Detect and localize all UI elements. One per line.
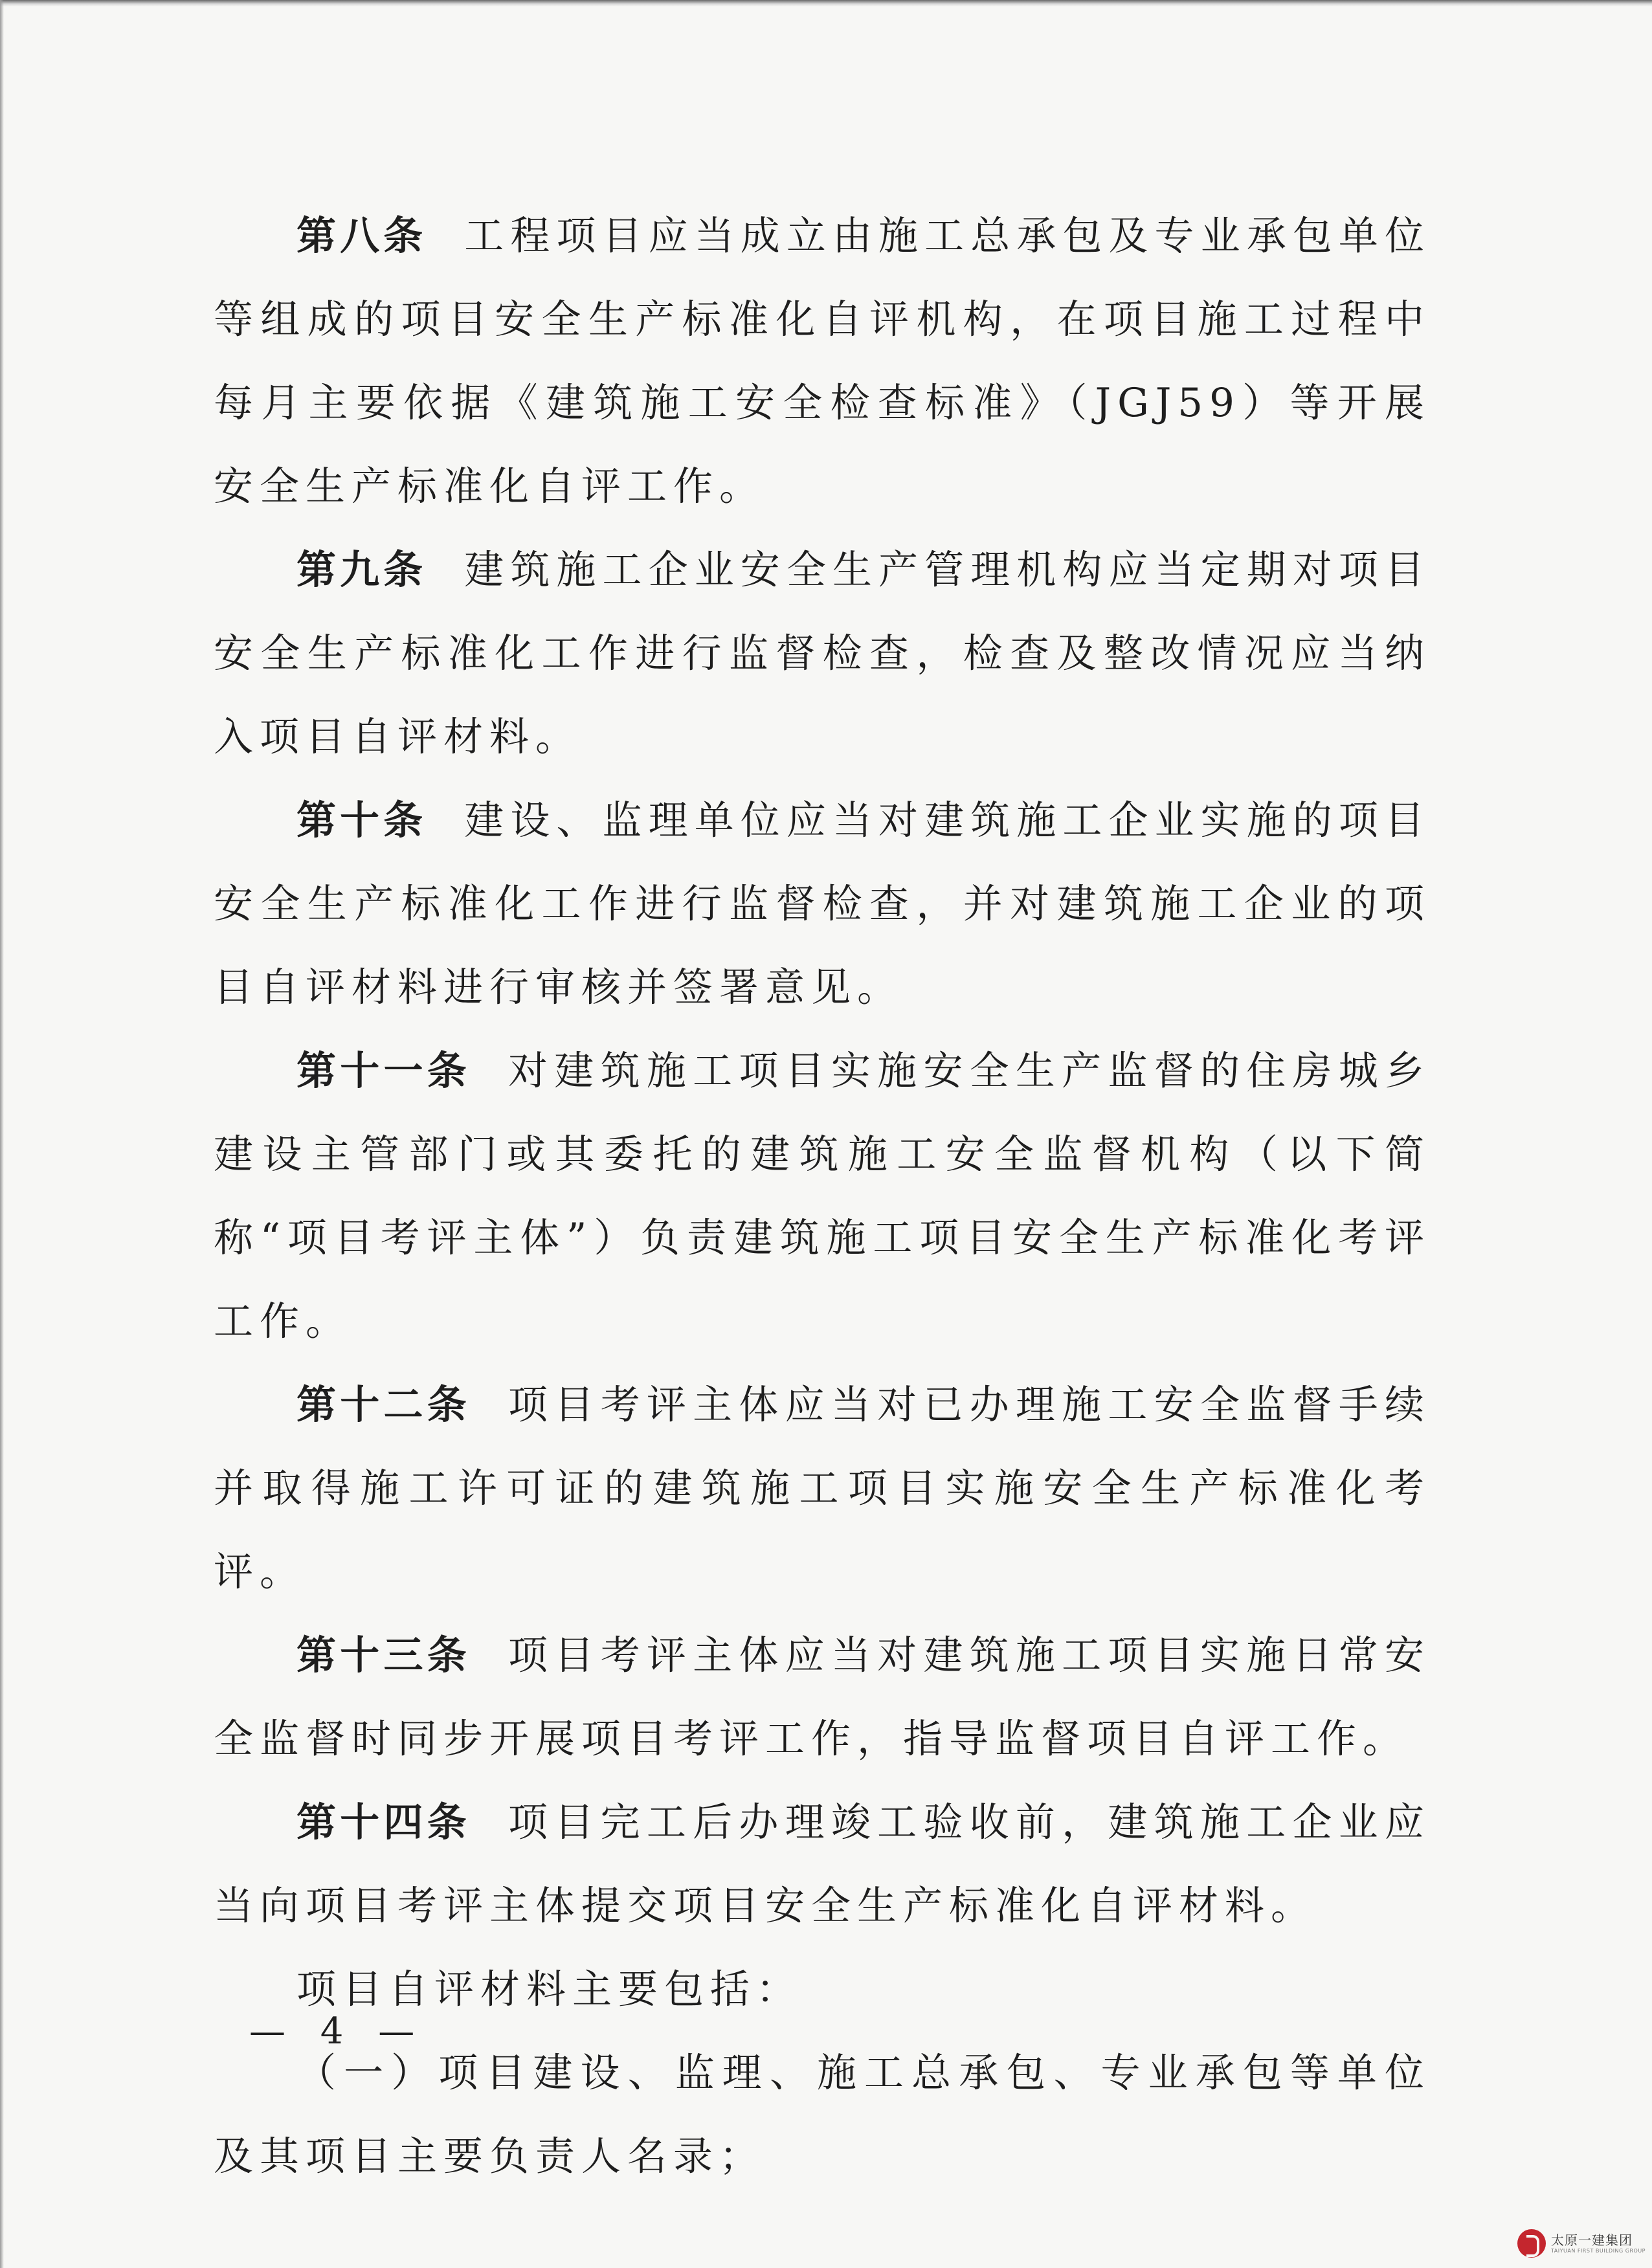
article-13: [214, 1614, 1431, 1781]
article-number: 第九条: [296, 547, 427, 593]
scan-edge-left: [0, 0, 4, 2268]
article-number: 第八条: [296, 213, 427, 259]
materials-intro: 项目自评材料主要包括：: [296, 1966, 803, 2012]
article-number: 第十条: [296, 797, 427, 843]
article-9: [214, 528, 1431, 779]
logo-name-cn: 太原一建集团: [1551, 2232, 1633, 2248]
document-body: [214, 194, 1431, 2198]
article-14: [214, 1781, 1431, 1948]
materials-item-1: （一）项目建设、监理、施工总承包、专业承包等单位及其项目主要负责人名录；: [214, 2050, 1431, 2179]
article-text: 项目考评主体应当对建筑施工项目实施日常安全监督时同步开展项目考评工作，指导监督项目自评工作。: [214, 1632, 1431, 1762]
article-text: 项目完工后办理竣工验收前，建筑施工企业应当向项目考评主体提交项目安全生产标准化自评材料。: [214, 1799, 1431, 1929]
logo-text: [1551, 2232, 1646, 2254]
article-11: [214, 1029, 1431, 1363]
article-text: 建筑施工企业安全生产管理机构应当定期对项目安全生产标准化工作进行监督检查，检查及整改情况应当纳入项目自评材料。: [214, 547, 1431, 760]
article-8: [214, 194, 1431, 528]
logo-name-en: TAIYUAN FIRST BUILDING GROUP: [1551, 2248, 1646, 2254]
article-number: 第十二条: [296, 1382, 471, 1428]
article-number: 第十三条: [296, 1632, 471, 1678]
page-number: — 4 —: [249, 2010, 427, 2052]
article-text: 工程项目应当成立由施工总承包及专业承包单位等组成的项目安全生产标准化自评机构，在项目施工过程中每月主要依据《建筑施工安全检查标准》（JGJ59）等开展安全生产标准化自评工作。: [214, 213, 1431, 509]
article-number: 第十一条: [296, 1048, 471, 1094]
article-10: [214, 779, 1431, 1029]
article-text: 项目考评主体应当对已办理施工安全监督手续并取得施工许可证的建筑施工项目实施安全生产标准化考评。: [214, 1382, 1431, 1595]
article-number: 第十四条: [296, 1799, 471, 1845]
article-text: 建设、监理单位应当对建筑施工企业实施的项目安全生产标准化工作进行监督检查，并对建筑施工企业的项目自评材料进行审核并签署意见。: [214, 797, 1431, 1010]
article-text: 对建筑施工项目实施安全生产监督的住房城乡建设主管部门或其委托的建筑施工安全监督机构（以下简称“项目考评主体”）负责建筑施工项目安全生产标准化考评工作。: [214, 1048, 1431, 1344]
article-12: [214, 1363, 1431, 1614]
footer-logo: [1517, 2224, 1652, 2263]
company-logo-icon: [1517, 2229, 1546, 2258]
scan-edge-top: [0, 0, 1652, 6]
